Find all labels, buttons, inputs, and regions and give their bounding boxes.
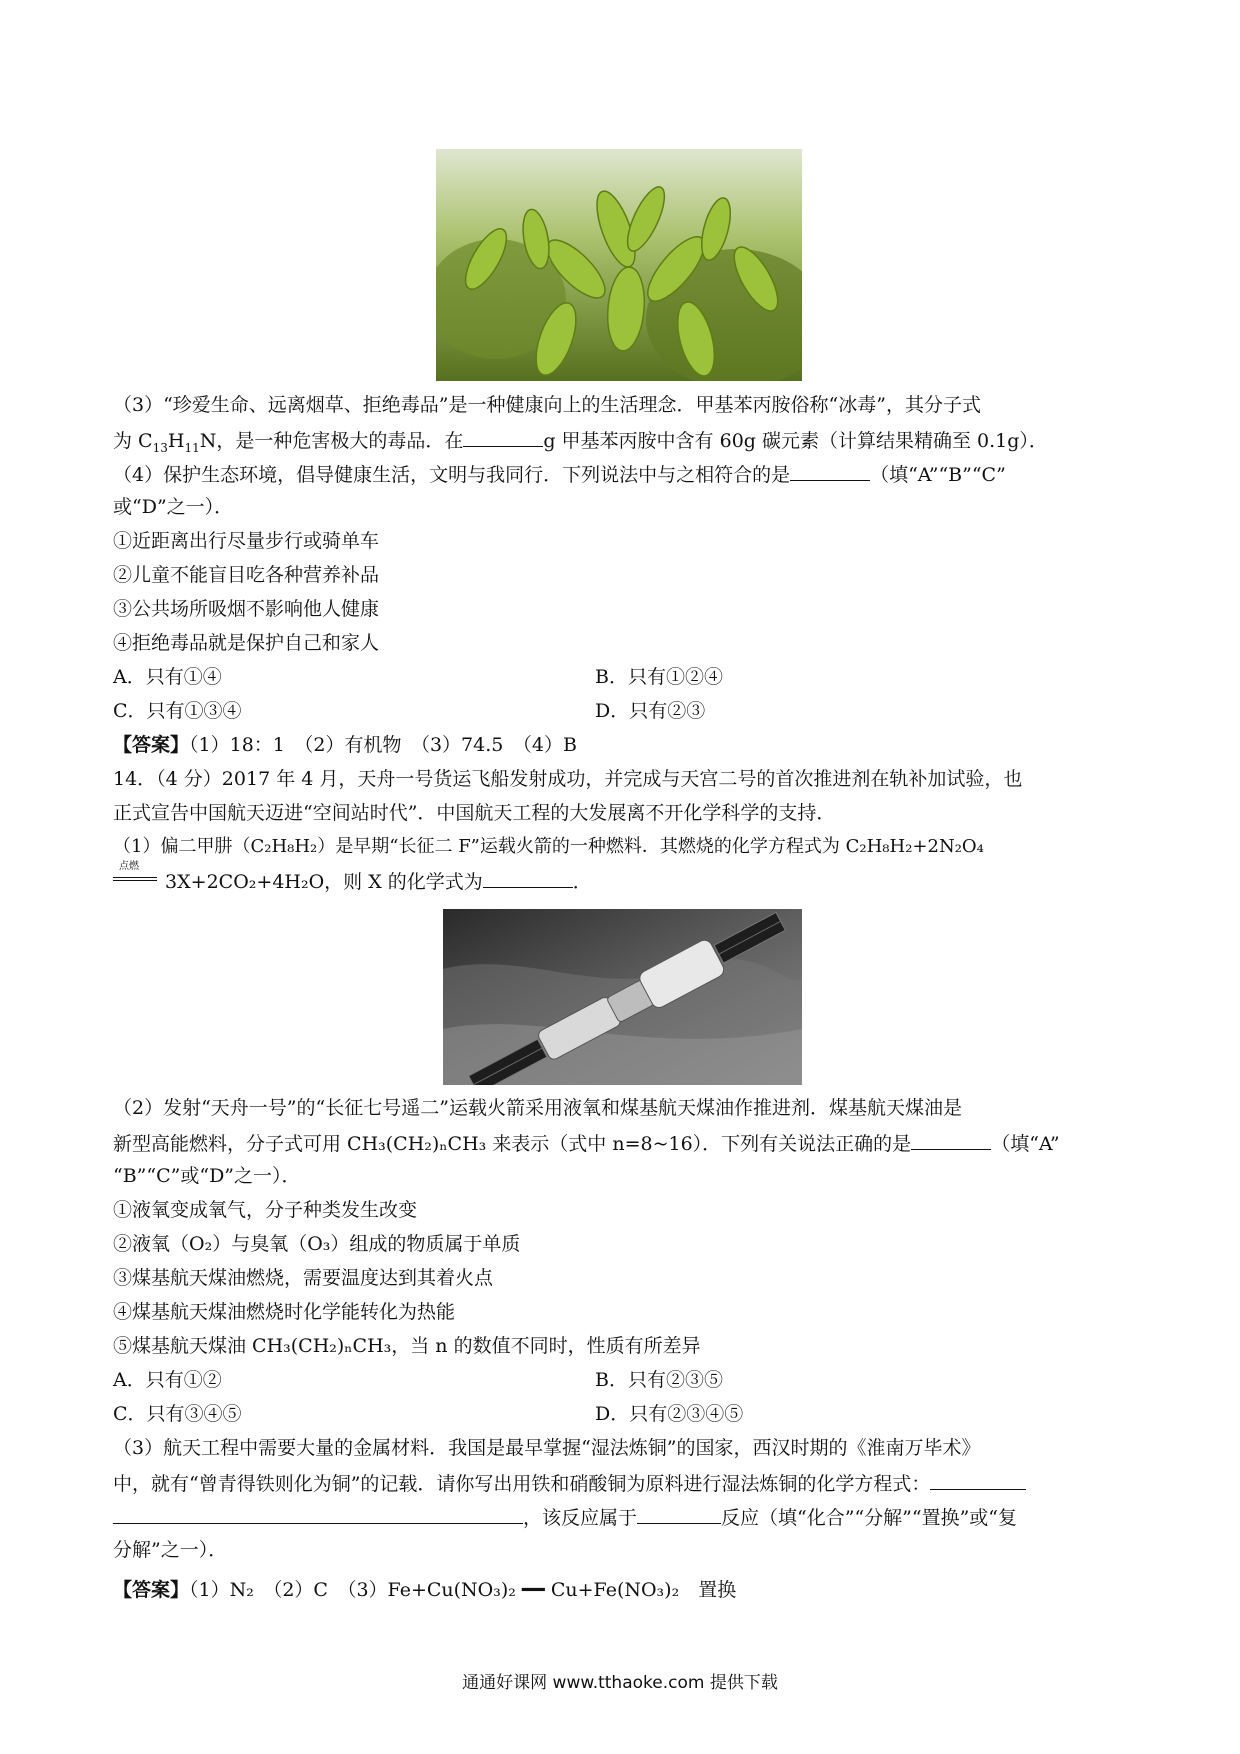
q14-part1-line1: （1）偏二甲肼（C₂H₈H₂）是早期“长征二 F”运载火箭的一种燃料．其燃烧的化学方程式为 C₂H₈H₂+2N₂O₄ (113, 836, 984, 857)
q13-option-d[interactable]: D．只有②③ (595, 700, 706, 722)
q14-option-c[interactable]: C．只有③④⑤ (113, 1403, 242, 1425)
answer-blank[interactable] (637, 1504, 721, 1524)
tea-leaves-photo (436, 149, 802, 381)
q13-answer: 【答案】（1）18：1 （2）有机物 （3）74.5 （4）B (113, 734, 577, 756)
q13-part4-line1: （4）保护生态环境，倡导健康生活，文明与我同行．下列说法中与之相符合的是 （填“A”“B”“C” (113, 461, 1006, 487)
q14-part3-line4: 分解”之一）． (113, 1539, 228, 1561)
q14-part2-line3: “B”“C”或“D”之一）． (113, 1165, 301, 1187)
q13-item: ③公共场所吸烟不影响他人健康 (113, 598, 380, 620)
answer-blank[interactable] (483, 868, 573, 888)
answer-blank[interactable] (790, 461, 870, 481)
q13-option-a[interactable]: A．只有①④ (113, 666, 222, 688)
q13-item: ④拒绝毒品就是保护自己和家人 (113, 632, 380, 654)
q14-part1-line2: 点燃 3X+2CO₂+4H₂O，则 X 的化学式为 ． (113, 868, 592, 894)
q13-item: ①近距离出行尽量步行或骑单车 (113, 530, 380, 552)
q14-part3-line1: （3）航天工程中需要大量的金属材料．我国是最早掌握“湿法炼铜”的国家，西汉时期的《淮南万毕术》 (113, 1437, 981, 1459)
q14-option-d[interactable]: D．只有②③④⑤ (595, 1403, 744, 1425)
q14-intro-line2: 正式宣告中国航天迈进“空间站时代”．中国航天工程的大发展离不开化学科学的支持． (113, 802, 836, 824)
reaction-condition: 点燃 (113, 868, 159, 888)
q13-part4-line2: 或“D”之一）． (113, 496, 234, 518)
q14-item: ⑤煤基航天煤油 CH₃(CH₂)ₙCH₃，当 n 的数值不同时，性质有所差异 (113, 1335, 701, 1357)
answer-blank[interactable] (463, 427, 543, 447)
q14-part2-line2: 新型高能燃料，分子式可用 CH₃(CH₂)ₙCH₃ 来表示（式中 n=8~16）．下列有关说法正确的是 （填“A” (113, 1130, 1060, 1156)
q14-item: ④煤基航天煤油燃烧时化学能转化为热能 (113, 1301, 456, 1323)
q13-part3-line2: 为 $C_{13}H_{11}N$，是一种危害极大的毒品．在 g 甲基苯丙胺中含有 60g 碳元素（计算结果精确至 0.1g）． (113, 427, 1048, 460)
answer-blank[interactable] (911, 1130, 991, 1150)
q14-item: ③煤基航天煤油燃烧，需要温度达到其着火点 (113, 1267, 494, 1289)
answer-blank[interactable] (930, 1470, 1026, 1490)
q14-item: ①液氧变成氧气，分子种类发生改变 (113, 1199, 418, 1221)
q14-item: ②液氧（O₂）与臭氧（O₃）组成的物质属于单质 (113, 1233, 521, 1255)
q13-part3-line1: （3）“珍爱生命、远离烟草、拒绝毒品”是一种健康向上的生活理念．甲基苯丙胺俗称“冰毒”，其分子式 (113, 394, 981, 416)
q14-option-b[interactable]: B．只有②③⑤ (595, 1369, 723, 1391)
spacecraft-photo (443, 909, 802, 1085)
q14-part2-line1: （2）发射“天舟一号”的“长征七号遥二”运载火箭采用液氧和煤基航天煤油作推进剂．煤基航天煤油是 (113, 1097, 962, 1119)
answer-blank[interactable] (113, 1504, 523, 1524)
q14-intro-line1: 14．（4 分）2017 年 4 月，天舟一号货运飞船发射成功，并完成与天宫二号的首次推进剂在轨补加试验，也 (113, 768, 1023, 790)
q14-part3-line3: ，该反应属于 反应（填“化合”“分解”“置换”或“复 (113, 1504, 1017, 1530)
q13-item: ②儿童不能盲目吃各种营养补品 (113, 564, 380, 586)
q13-option-b[interactable]: B．只有①②④ (595, 666, 723, 688)
page-footer: 通通好课网 www.tthaoke.com 提供下载 (462, 1673, 778, 1693)
q14-option-a[interactable]: A．只有①② (113, 1369, 222, 1391)
q14-part3-line2: 中，就有“曾青得铁则化为铜”的记载．请你写出用铁和硝酸铜为原料进行湿法炼铜的化学方程式： (113, 1470, 1026, 1496)
q14-answer: 【答案】（1）N₂ （2）C （3）Fe+Cu(NO₃)₂ ━━ Cu+Fe(NO₃)₂ 置换 (113, 1579, 737, 1601)
q13-option-c[interactable]: C．只有①③④ (113, 700, 242, 722)
